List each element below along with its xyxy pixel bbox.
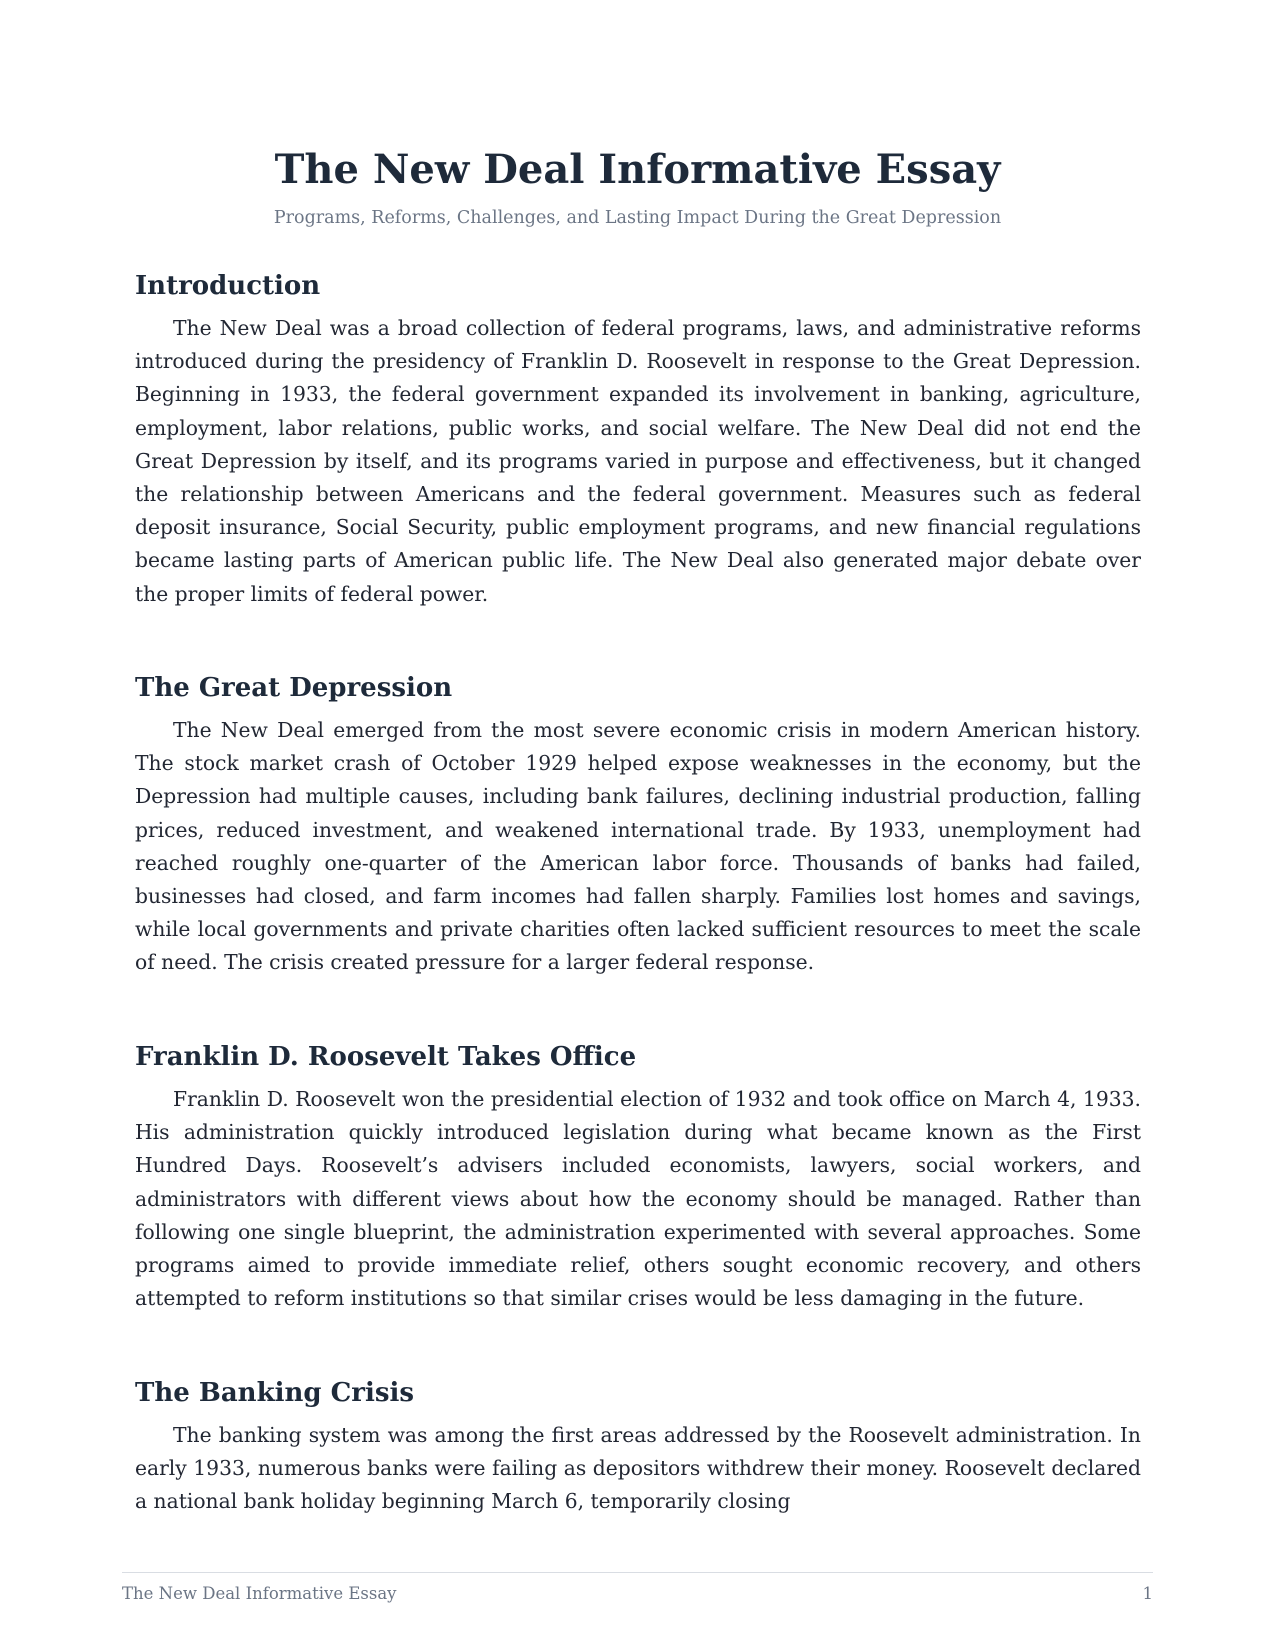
section-paragraph: Franklin D. Roosevelt won the presidential election of 1932 and took office on March 4, 1933. His administration quickly introduced legislation during what became known as the First Hundred Days. Roosevelt’s advisers included economists, lawyers, social workers, and administrators with different views about how the economy should be managed. Rather than following one single blueprint, the administration experimented with several approaches. Some programs aimed to provide immediate relief, others sought economic recovery, and others attempted to reform institutions so that similar crises would be less damaging in the future.: [135, 1087, 1141, 1311]
section-banking-crisis: [135, 1375, 1141, 1519]
footer-title: The New Deal Informative Essay: [122, 1584, 397, 1603]
section-heading: The Great Depression: [135, 673, 453, 703]
section-heading: Introduction: [135, 271, 321, 301]
section-heading: Franklin D. Roosevelt Takes Office: [135, 1042, 637, 1072]
section-paragraph: The banking system was among the first areas addressed by the Roosevelt administration. In early 1933, numerous banks were failing as depositors withdrew their money. Roosevelt declared a national bank holiday beginning March 6, temporarily closing: [135, 1423, 1141, 1514]
section-introduction: [135, 268, 1141, 611]
section-roosevelt-takes-office: [135, 1039, 1141, 1315]
page-number: 1: [1142, 1584, 1153, 1603]
page-title: The New Deal Informative Essay: [274, 146, 1001, 193]
section-heading: The Banking Crisis: [135, 1378, 415, 1408]
section-paragraph: The New Deal emerged from the most severe economic crisis in modern American history. The stock market crash of October 1929 helped expose weaknesses in the economy, but the Depression had multiple causes, including bank failures, declining industrial production, falling prices, reduced investment, and weakened international trade. By 1933, unemployment had reached roughly one-quarter of the American labor force. Thousands of banks had failed, businesses had closed, and farm incomes had fallen sharply. Families lost homes and savings, while local governments and private charities often lacked sufficient resources to meet the scale of need. The crisis created pressure for a larger federal response.: [135, 718, 1141, 975]
page-subtitle: Programs, Reforms, Challenges, and Lasting Impact During the Great Depression: [273, 208, 1002, 228]
section-paragraph: The New Deal was a broad collection of federal programs, laws, and administrative reforms introduced during the presidency of Franklin D. Roosevelt in response to the Great Depression. Beginning in 1933, the federal government expanded its involvement in banking, agriculture, employment, labor relations, public works, and social welfare. The New Deal did not end the Great Depression by itself, and its programs varied in purpose and effectiveness, but it changed the relationship between Americans and the federal government. Measures such as federal deposit insurance, Social Security, public employment programs, and new financial regulations became lasting parts of American public life. The New Deal also generated major debate over the proper limits of federal power.: [135, 316, 1141, 606]
section-great-depression: [135, 670, 1141, 980]
footer-divider: [122, 1572, 1153, 1573]
